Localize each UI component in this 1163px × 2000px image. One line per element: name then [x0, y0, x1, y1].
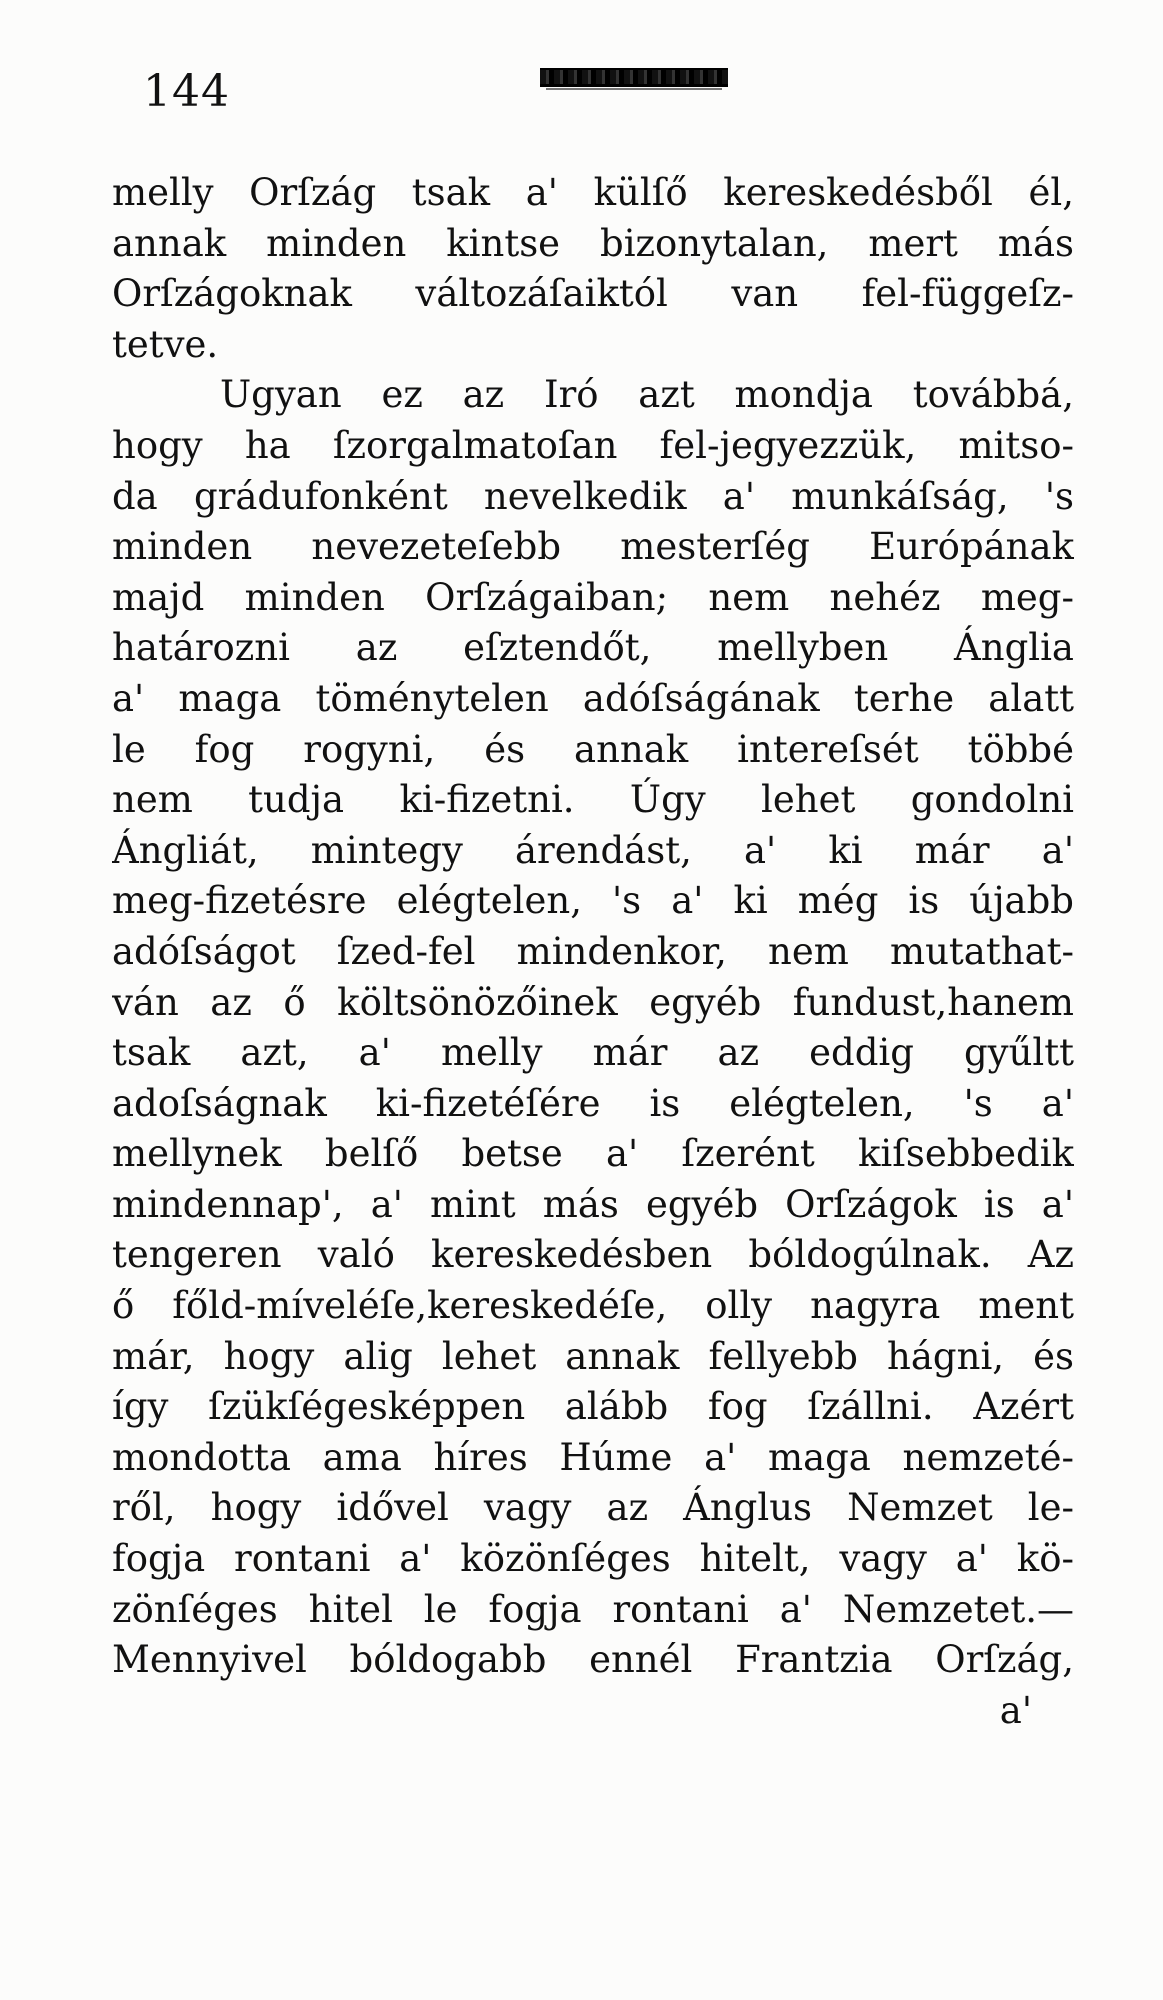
header-ornament-underline	[546, 88, 722, 90]
text-line: adóſságot ſzed-fel mindenkor, nem mutathat-	[112, 929, 1074, 973]
text-line: Orſzágoknak változáſaiktól van fel-függeſz-	[112, 272, 1074, 316]
text-line: ván az ő költsönözőinek egyéb fundust,hanem	[112, 980, 1074, 1024]
text-line: a' maga töménytelen adóſságának terhe alatt	[112, 676, 1074, 720]
text-line: majd minden Orſzágaiban; nem nehéz meg-	[112, 575, 1074, 619]
text-line: Ángliát, mintegy árendást, a' ki már a'	[112, 828, 1074, 872]
text-line: így ſzükſégesképpen alább fog ſzállni. Azért	[112, 1385, 1074, 1429]
text-line: tsak azt, a' melly már az eddig gyűltt	[112, 1031, 1074, 1075]
text-line: annak minden kintse bizonytalan, mert más	[112, 221, 1074, 265]
text-line: melly Orſzág tsak a' külſő kereskedésből él,	[112, 171, 1074, 214]
text-line: ről, hogy idővel vagy az Ánglus Nemzet le-	[112, 1486, 1074, 1530]
text-line: hogy ha ſzorgalmatoſan fel-jegyezzük, mitso-	[112, 423, 1074, 467]
text-line: zönſéges hitel le fogja rontani a' Nemzetet.—	[112, 1587, 1074, 1631]
text-line: meg-fizetésre elégtelen, 's a' ki még is újabb	[112, 879, 1074, 923]
catchword: a'	[999, 1688, 1032, 1732]
body-text	[112, 168, 1074, 1736]
text-line: már, hogy alig lehet annak fellyebb hágni, és	[112, 1334, 1074, 1378]
text-line: fogja rontani a' közönſéges hitelt, vagy a' kö-	[112, 1537, 1074, 1581]
text-line: Mennyivel bóldogabb ennél Frantzia Orſzág,	[112, 1638, 1074, 1682]
text-line: határozni az eſztendőt, mellyben Ánglia	[112, 626, 1074, 670]
text-line: mondotta ama híres Húme a' maga nemzeté-	[112, 1435, 1074, 1479]
text-line: da grádufonként nevelkedik a' munkáſság, 's	[112, 474, 1074, 518]
text-line: minden nevezeteſebb mesterſég Európának	[112, 525, 1074, 569]
text-line: adoſságnak ki-fizetéſére is elégtelen, 's a'	[112, 1081, 1074, 1125]
text-line: le fog rogyni, és annak intereſsét többé	[112, 727, 1074, 771]
text-line: tetve.	[112, 322, 219, 366]
text-line: mellynek belſő betse a' ſzerént kiſsebbedik	[112, 1132, 1074, 1176]
text-line: nem tudja ki-fizetni. Úgy lehet gondolni	[112, 778, 1074, 822]
header-ornament-rule	[540, 68, 728, 87]
text-line: mindennap', a' mint más egyéb Orſzágok is a'	[112, 1182, 1074, 1226]
page-number: 144	[143, 66, 230, 117]
text-line: Ugyan ez az Iró azt mondja továbbá,	[220, 373, 1074, 417]
text-line: tengeren való kereskedésben bóldogúlnak. Az	[112, 1233, 1074, 1277]
text-line: ő főld-míveléſe,kereskedéſe, olly nagyra ment	[112, 1284, 1074, 1328]
